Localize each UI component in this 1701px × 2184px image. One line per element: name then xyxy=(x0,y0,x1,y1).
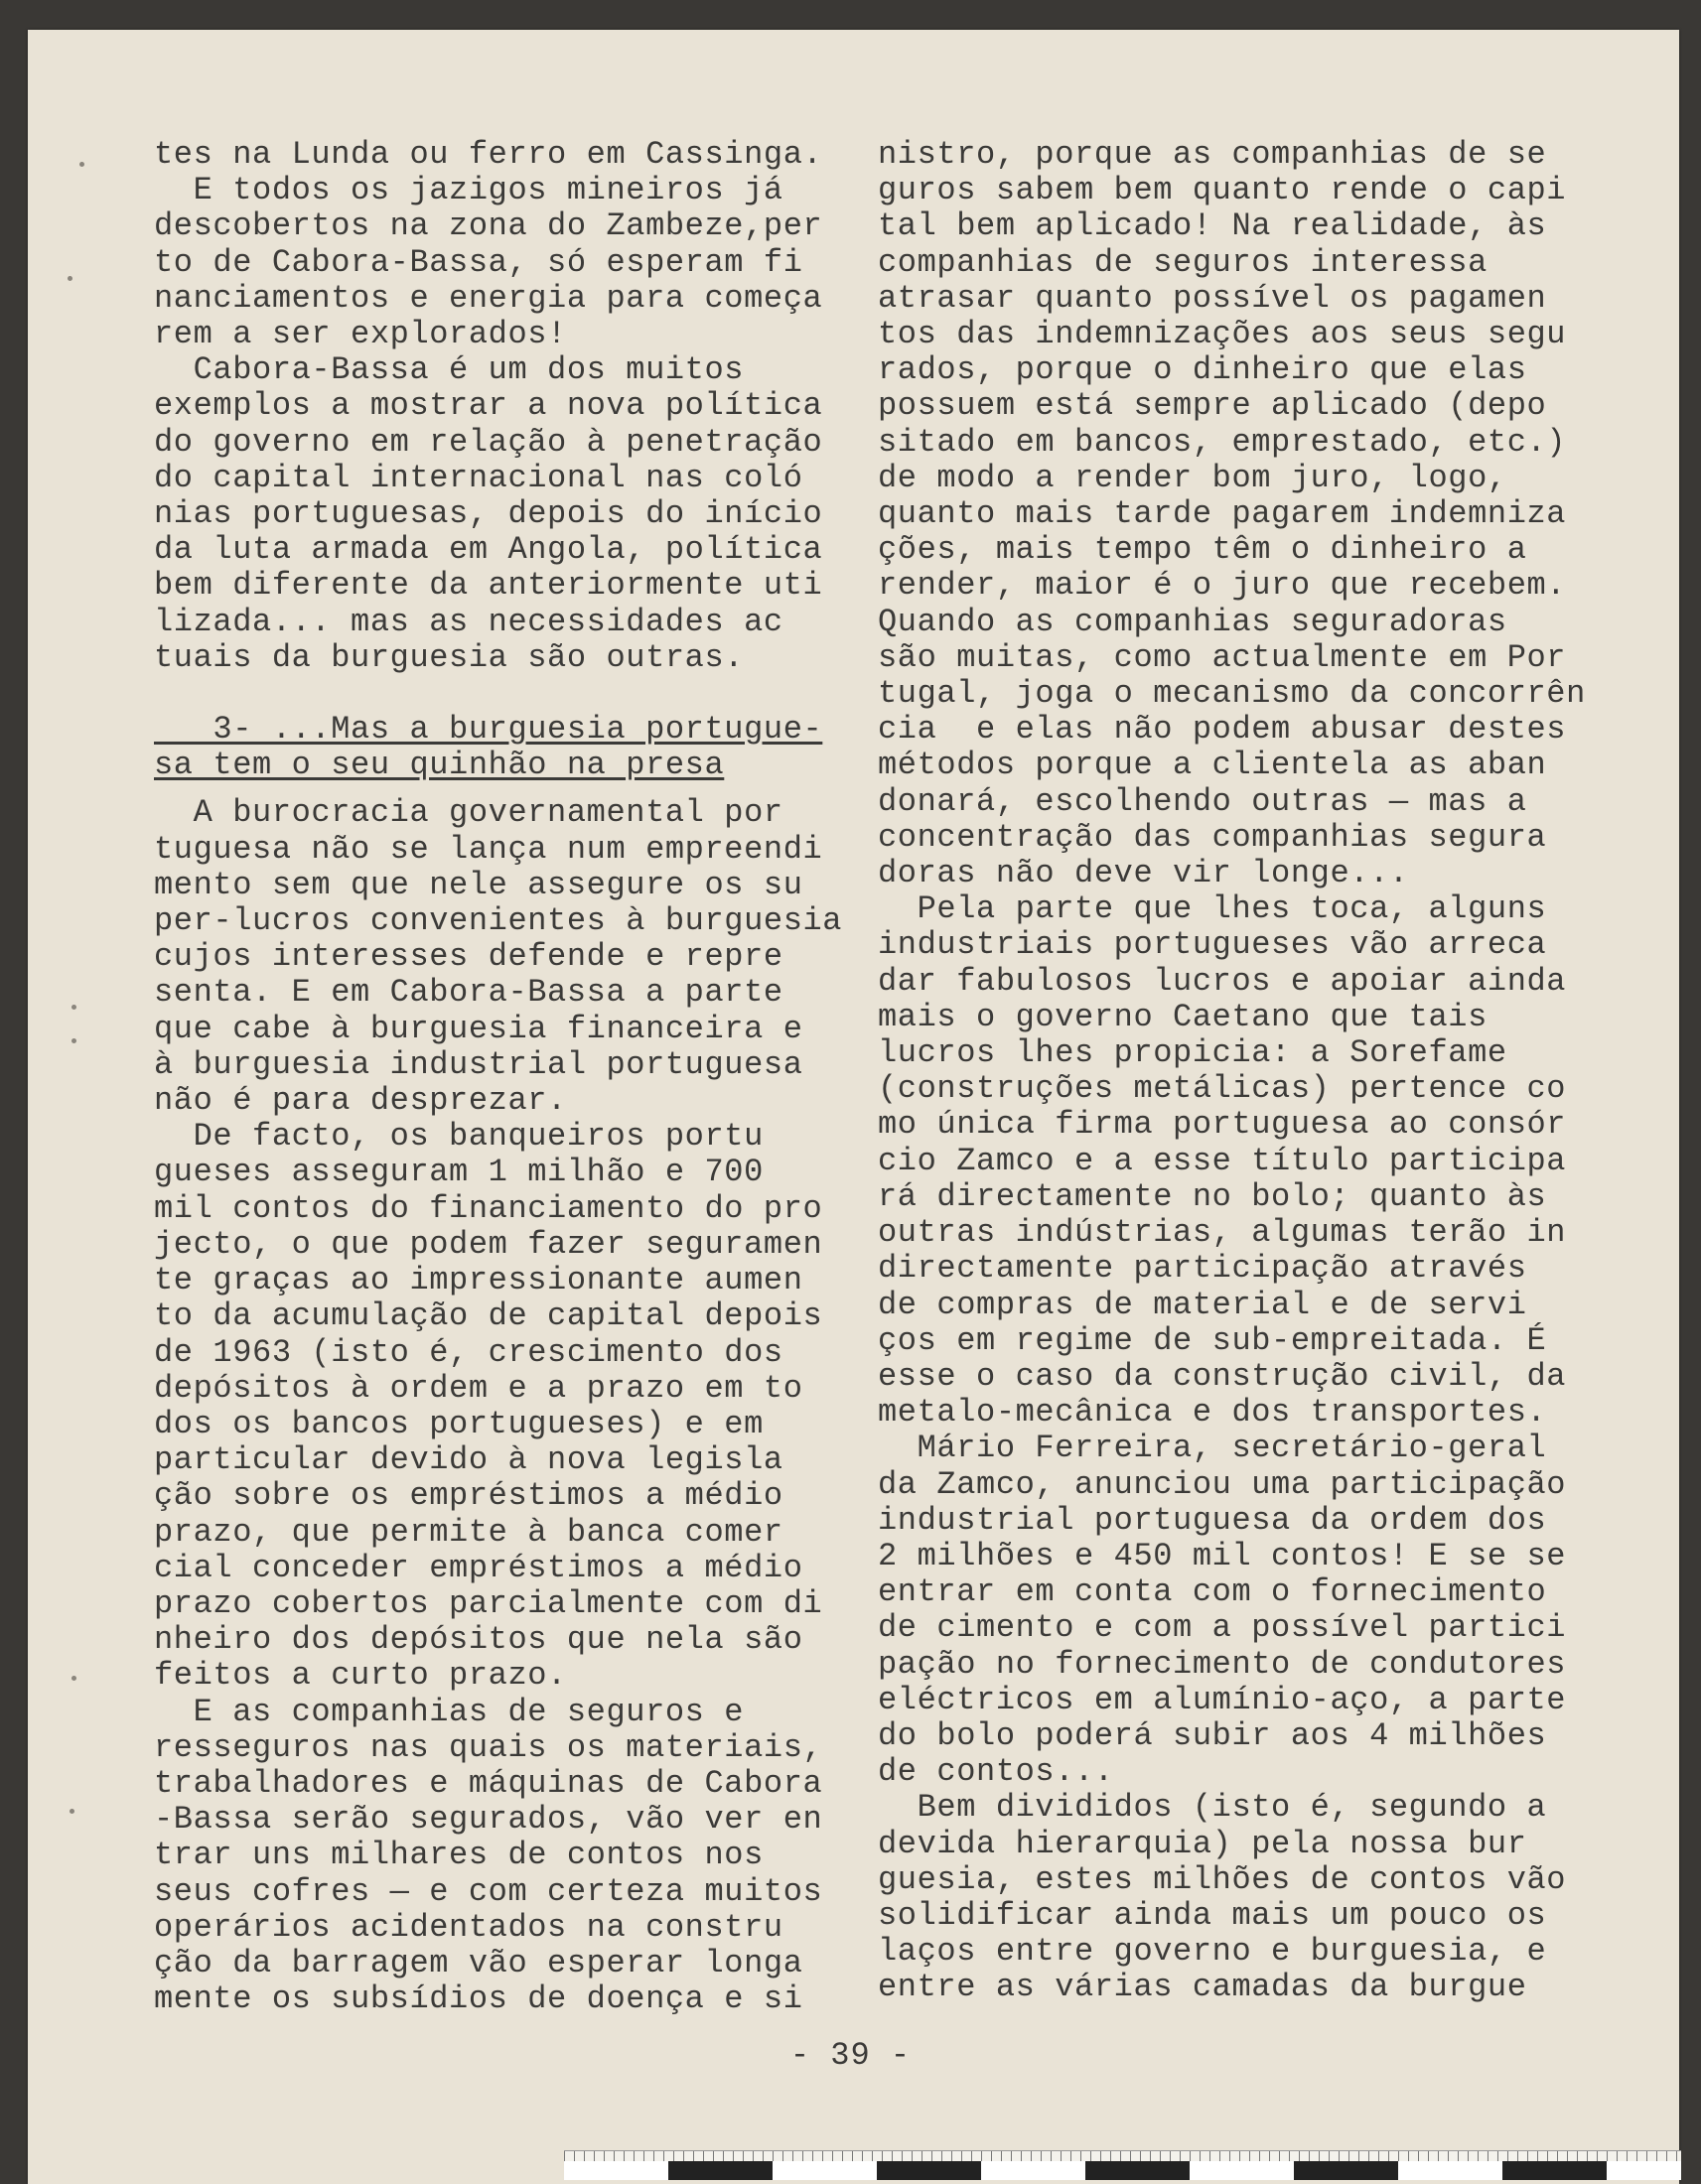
ruler-block xyxy=(1502,2161,1607,2180)
text-line: metalo-mecânica e dos transportes. xyxy=(878,1394,1547,1432)
text-line: cial conceder empréstimos a médio xyxy=(154,1549,803,1586)
text-line: nistro, porque as companhias de se xyxy=(878,136,1547,173)
punch-mark xyxy=(71,1676,76,1681)
text-line: de modo a render bom juro, logo, xyxy=(878,459,1507,496)
text-line: laços entre governo e burguesia, e xyxy=(878,1933,1547,1971)
text-line: rem a ser explorados! xyxy=(154,316,567,353)
ruler-ticks xyxy=(564,2151,1681,2161)
text-line: Cabora-Bassa é um dos muitos xyxy=(154,351,745,389)
text-line: E as companhias de seguros e xyxy=(154,1693,745,1730)
text-line: nias portuguesas, depois do início xyxy=(154,495,823,533)
text-line: guros sabem bem quanto rende o capi xyxy=(878,172,1567,209)
text-line: concentração das companhias segura xyxy=(878,818,1547,856)
text-line: são muitas, como actualmente em Por xyxy=(878,638,1567,676)
punch-mark xyxy=(68,276,72,281)
text-line: dar fabulosos lucros e apoiar ainda xyxy=(878,962,1567,1000)
text-line: de cimento e com a possível partici xyxy=(878,1609,1567,1647)
text-line: eléctricos em alumínio-aço, a parte xyxy=(878,1681,1567,1718)
text-line: tos das indemnizações aos seus segu xyxy=(878,316,1567,353)
text-line: nanciamentos e energia para começa xyxy=(154,279,823,317)
text-line: nheiro dos depósitos que nela são xyxy=(154,1621,803,1659)
scale-ruler xyxy=(564,2150,1681,2180)
text-line: 2 milhões e 450 mil contos! E se se xyxy=(878,1537,1567,1574)
text-line: operários acidentados na constru xyxy=(154,1908,783,1946)
text-line: rá directamente no bolo; quanto às xyxy=(878,1177,1547,1215)
text-line: doras não deve vir longe... xyxy=(878,855,1409,892)
punch-mark xyxy=(70,1809,74,1814)
text-line: devida hierarquia) pela nossa bur xyxy=(878,1825,1527,1862)
text-line: do bolo poderá subir aos 4 milhões xyxy=(878,1716,1547,1754)
text-line: mais o governo Caetano que tais xyxy=(878,998,1488,1035)
text-line: senta. E em Cabora-Bassa a parte xyxy=(154,974,783,1012)
text-line: que cabe à burguesia financeira e xyxy=(154,1010,803,1047)
text-line: não é para desprezar. xyxy=(154,1082,567,1120)
text-line: de contos... xyxy=(878,1753,1114,1791)
text-line: per-lucros convenientes à burguesia xyxy=(154,902,843,940)
text-line: dos os bancos portugueses) e em xyxy=(154,1405,764,1442)
section-heading-line-1: 3- ...Mas a burguesia portugue- xyxy=(154,711,823,749)
ruler-block xyxy=(1607,2161,1681,2180)
right-column xyxy=(878,137,1613,2006)
text-line: entrar em conta com o fornecimento xyxy=(878,1573,1547,1611)
left-column xyxy=(154,137,869,2017)
text-line: ção da barragem vão esperar longa xyxy=(154,1944,803,1981)
section-heading xyxy=(154,712,869,748)
text-line: depósitos à ordem e a prazo em to xyxy=(154,1369,803,1407)
text-line: pação no fornecimento de condutores xyxy=(878,1645,1567,1683)
text-line: Pela parte que lhes toca, alguns xyxy=(878,890,1547,928)
text-line: guesia, estes milhões de contos vão xyxy=(878,1860,1567,1898)
text-line: trar uns milhares de contos nos xyxy=(154,1837,764,1874)
text-line: outras indústrias, algumas terão in xyxy=(878,1214,1567,1252)
text-line: prazo, que permite à banca comer xyxy=(154,1513,783,1551)
text-line: esse o caso da construção civil, da xyxy=(878,1357,1567,1395)
text-line: mil contos do financiamento do pro xyxy=(154,1189,823,1227)
punch-mark xyxy=(79,162,84,167)
text-line: métodos porque a clientela as aban xyxy=(878,747,1547,784)
text-line: feitos a curto prazo. xyxy=(154,1657,567,1695)
text-line: companhias de seguros interessa xyxy=(878,243,1488,281)
text-line: prazo cobertos parcialmente com di xyxy=(154,1584,823,1622)
ruler-block xyxy=(1398,2161,1502,2180)
text-line: cujos interesses defende e repre xyxy=(154,938,783,976)
text-line: exemplos a mostrar a nova política xyxy=(154,387,823,425)
text-line: -Bassa serão segurados, vão ver en xyxy=(154,1801,823,1839)
text-line: trabalhadores e máquinas de Cabora xyxy=(154,1764,823,1802)
text-line: ços em regime de sub-empreitada. É xyxy=(878,1321,1547,1359)
text-line: cio Zamco e a esse título participa xyxy=(878,1142,1567,1179)
text-line: cia e elas não podem abusar destes xyxy=(878,711,1567,749)
page-number: - 39 - xyxy=(789,2037,912,2074)
text-line: do capital internacional nas coló xyxy=(154,459,803,496)
text-line: jecto, o que podem fazer seguramen xyxy=(154,1225,823,1263)
text-line: render, maior é o juro que recebem. xyxy=(878,567,1567,605)
text-line: De facto, os banqueiros portu xyxy=(154,1118,764,1156)
text-line: seus cofres — e com certeza muitos xyxy=(154,1872,823,1910)
section-heading xyxy=(154,748,869,783)
text-line: ções, mais tempo têm o dinheiro a xyxy=(878,531,1527,569)
text-line: Quando as companhias seguradoras xyxy=(878,603,1507,640)
text-line: industriais portugueses vão arreca xyxy=(878,926,1547,964)
ruler-block xyxy=(1085,2161,1190,2180)
text-line: A burocracia governamental por xyxy=(154,794,783,832)
text-line: quanto mais tarde pagarem indemniza xyxy=(878,495,1567,533)
text-line: entre as várias camadas da burgue xyxy=(878,1969,1527,2006)
text-line: da Zamco, anunciou uma participação xyxy=(878,1465,1567,1503)
text-line: da luta armada em Angola, política xyxy=(154,531,823,569)
text-line: solidificar ainda mais um pouco os xyxy=(878,1896,1547,1934)
text-line: (construções metálicas) pertence co xyxy=(878,1070,1567,1108)
text-line: rados, porque o dinheiro que elas xyxy=(878,351,1527,389)
text-line: directamente participação através xyxy=(878,1250,1527,1288)
punch-mark xyxy=(71,1038,76,1043)
text-line: lucros lhes propicia: a Sorefame xyxy=(878,1034,1507,1072)
text-line: Mário Ferreira, secretário-geral xyxy=(878,1430,1547,1467)
ruler-block xyxy=(773,2161,877,2180)
text-line: to da acumulação de capital depois xyxy=(154,1297,823,1335)
text-line: E todos os jazigos mineiros já xyxy=(154,172,783,209)
text-line: donará, escolhendo outras — mas a xyxy=(878,782,1527,820)
text-line: de 1963 (isto é, crescimento dos xyxy=(154,1333,783,1371)
text-line: atrasar quanto possível os pagamen xyxy=(878,279,1547,317)
text-line: to de Cabora-Bassa, só esperam fi xyxy=(154,243,803,281)
text-line: sitado em bancos, emprestado, etc.) xyxy=(878,423,1567,461)
text-line: possuem está sempre aplicado (depo xyxy=(878,387,1547,425)
text-line: ção sobre os empréstimos a médio xyxy=(154,1477,783,1515)
ruler-block xyxy=(1294,2161,1398,2180)
text-line: Bem divididos (isto é, segundo a xyxy=(878,1789,1547,1827)
ruler-block xyxy=(564,2161,668,2180)
text-line: mente os subsídios de doença e si xyxy=(154,1980,803,2018)
ruler-block xyxy=(1190,2161,1294,2180)
text-line: tes na Lunda ou ferro em Cassinga. xyxy=(154,136,823,173)
text-line: tuguesa não se lança num empreendi xyxy=(154,830,823,868)
text-line: tal bem aplicado! Na realidade, às xyxy=(878,207,1547,245)
ruler-block xyxy=(668,2161,773,2180)
ruler-block xyxy=(877,2161,981,2180)
text-line: tugal, joga o mecanismo da concorrên xyxy=(878,675,1586,713)
text-line: mento sem que nele assegure os su xyxy=(154,866,803,903)
text-line: do governo em relação à penetração xyxy=(154,423,823,461)
text-line: tuais da burguesia são outras. xyxy=(154,638,745,676)
text-line: mo única firma portuguesa ao consór xyxy=(878,1106,1567,1144)
text-line: bem diferente da anteriormente uti xyxy=(154,567,823,605)
punch-mark xyxy=(71,1005,76,1010)
text-line: gueses asseguram 1 milhão e 700 xyxy=(154,1154,764,1191)
text-line: industrial portuguesa da ordem dos xyxy=(878,1501,1547,1539)
text-line: descobertos na zona do Zambeze,per xyxy=(154,207,823,245)
text-line: particular devido à nova legisla xyxy=(154,1441,783,1479)
text-line: resseguros nas quais os materiais, xyxy=(154,1728,823,1766)
text-line: de compras de material e de servi xyxy=(878,1286,1527,1323)
text-line: te graças ao impressionante aumen xyxy=(154,1262,803,1299)
text-line: à burguesia industrial portuguesa xyxy=(154,1045,803,1083)
text-line: lizada... mas as necessidades ac xyxy=(154,603,783,640)
section-heading-line-2: sa tem o seu quinhão na presa xyxy=(154,747,725,784)
paragraph-gap xyxy=(154,676,869,712)
ruler-block xyxy=(981,2161,1085,2180)
